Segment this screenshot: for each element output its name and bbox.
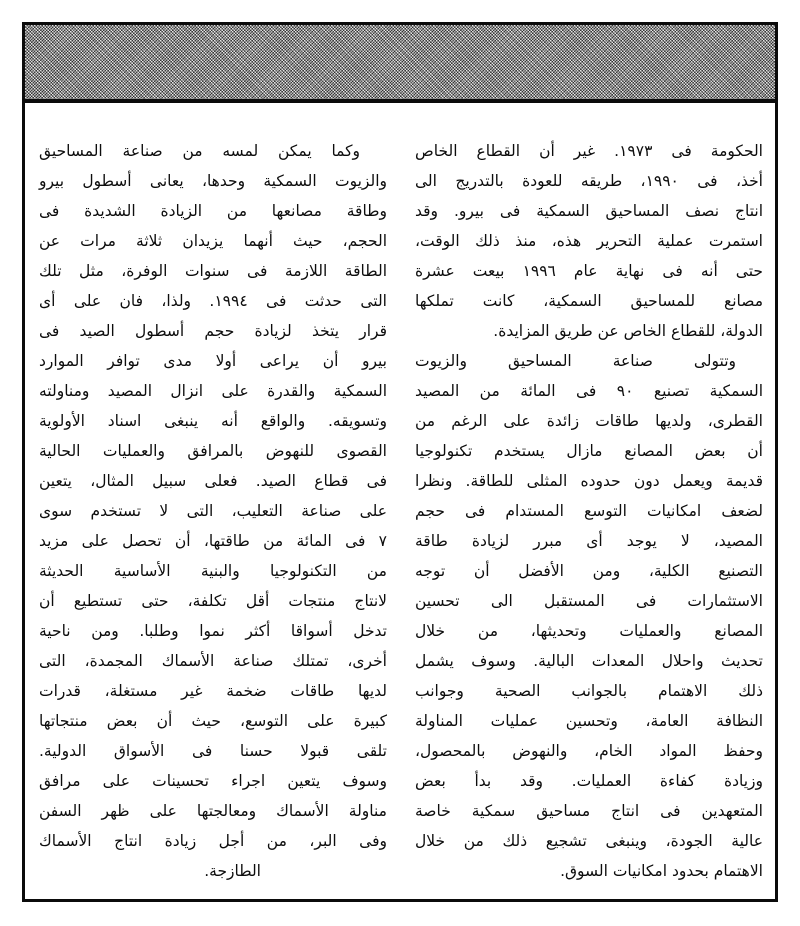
text-line: تدخل أسواقا أكثر نموا وطلبا. ومن ناحية [39, 622, 387, 640]
text-line: والزيوت السمكية وحدها، يعانى أسطول بيرو [39, 172, 387, 190]
text-line: المتعهدين فى انتاج مساحيق سمكية خاصة [415, 802, 763, 820]
text-line: المصانع والعمليات وتحديثها، من خلال [415, 622, 763, 640]
text-line: النظافة العامة، وتحسين عمليات المناولة [415, 712, 763, 730]
text-line: الطازجة. [204, 862, 261, 880]
text-line: وكما يمكن لمسه من صناعة المساحيق [39, 142, 360, 160]
text-line: وحفظ المواد الخام، والنهوض بالمحصول، [415, 742, 763, 760]
text-line: كبيرة على التوسع، حيث أن بعض منتجاتها [39, 712, 387, 730]
text-line: التى حدثت فى ١٩٩٤. ولذا، فان على أى [39, 292, 387, 310]
text-line: وفى البر، من أجل زيادة انتاج الأسماك [39, 832, 387, 850]
text-line: مناولة الأسماك ومعالجتها على ظهر السفن [39, 802, 387, 820]
text-line: لضعف امكانيات التوسع المستدام فى حجم [415, 502, 763, 520]
text-line: قديمة ويعمل دون حدوده المثلى للطاقة. ونظرا [415, 472, 763, 490]
text-line: أخذ، فى ١٩٩٠، طريقه للعودة بالتدريج الى [415, 172, 763, 190]
text-line: السمكية والقدرة على انزال المصيد ومناولته [39, 382, 387, 400]
text-line: السمكية تصنيع ٩٠ فى المائة من المصيد [415, 382, 763, 400]
text-line: قرار يتخذ لزيادة حجم أسطول الصيد فى [39, 322, 387, 340]
page-frame [22, 22, 778, 902]
text-line: ٧ فى المائة من طاقتها، أن تحصل على مزيد [39, 532, 387, 550]
text-line: لانتاج منتجات أقل تكلفة، حتى تستطيع أن [39, 592, 387, 610]
text-line: القصوى للنهوض بالمرافق والعمليات الحالية [39, 442, 387, 460]
text-line: المصيد، لا يوجد أى مبرر لزيادة طاقة [415, 532, 763, 550]
text-line: وتتولى صناعة المساحيق والزيوت [415, 352, 736, 370]
text-line: وزيادة كفاءة العمليات. وقد بدأ بعض [415, 772, 763, 790]
text-line: على صناعة التعليب، التى لا تستخدم سوى [39, 502, 387, 520]
text-line: وتسويقه. والواقع أنه ينبغى اسناد الأولوية [39, 412, 387, 430]
text-line: مصانع للمساحيق السمكية، كانت تملكها [415, 292, 763, 310]
text-line: وسوف يتعين اجراء تحسينات على مرافق [39, 772, 387, 790]
text-line: أخرى، تمتلك صناعة الأسماك المجمدة، التى [39, 652, 387, 670]
text-line: الاهتمام بحدود امكانيات السوق. [560, 862, 763, 880]
text-line: تحديث واحلال المعدات البالية. وسوف يشمل [415, 652, 763, 670]
text-line: حتى أنه فى نهاية عام ١٩٩٦ بيعت عشرة [415, 262, 763, 280]
column-left [39, 136, 387, 886]
text-line: انتاج نصف المساحيق السمكية فى بيرو. وقد [415, 202, 763, 220]
text-line: من التكنولوجيا والبنية الأساسية الحديثة [39, 562, 387, 580]
text-line: الدولة، للقطاع الخاص عن طريق المزايدة. [493, 322, 763, 340]
text-line: الاستثمارات فى المستقبل الى تحسين [415, 592, 763, 610]
text-line: الطاقة اللازمة فى سنوات الوفرة، مثل تلك [39, 262, 387, 280]
text-line: أن بعض المصانع مازال يستخدم تكنولوجيا [415, 442, 763, 460]
shaded-header-band [25, 25, 775, 103]
text-line: تلقى قبولا حسنا فى الأسواق الدولية. [39, 742, 387, 760]
column-right [415, 136, 763, 886]
text-line: الحجم، حيث أنهما يزيدان ثلاثة مرات عن [39, 232, 387, 250]
text-line: القطرى، ولديها طاقات زائدة على الرغم من [415, 412, 763, 430]
text-line: بيرو أن يراعى أولا مدى توافر الموارد [39, 352, 387, 370]
document-body [25, 103, 775, 886]
text-line: استمرت عملية التحرير هذه، منذ ذلك الوقت، [415, 232, 763, 250]
text-line: التصنيع الكلية، ومن الأفضل أن توجه [415, 562, 763, 580]
text-line: وطاقة مصانعها من الزيادة الشديدة فى [39, 202, 387, 220]
text-line: عالية الجودة، وينبغى تشجيع ذلك من خلال [415, 832, 763, 850]
text-line: الحكومة فى ١٩٧٣. غير أن القطاع الخاص [415, 142, 763, 160]
text-line: فى قطاع الصيد. فعلى سبيل المثال، يتعين [39, 472, 387, 490]
text-line: ذلك الاهتمام بالجوانب الصحية وجوانب [415, 682, 763, 700]
text-line: لديها طاقات ضخمة غير مستغلة، قدرات [39, 682, 387, 700]
